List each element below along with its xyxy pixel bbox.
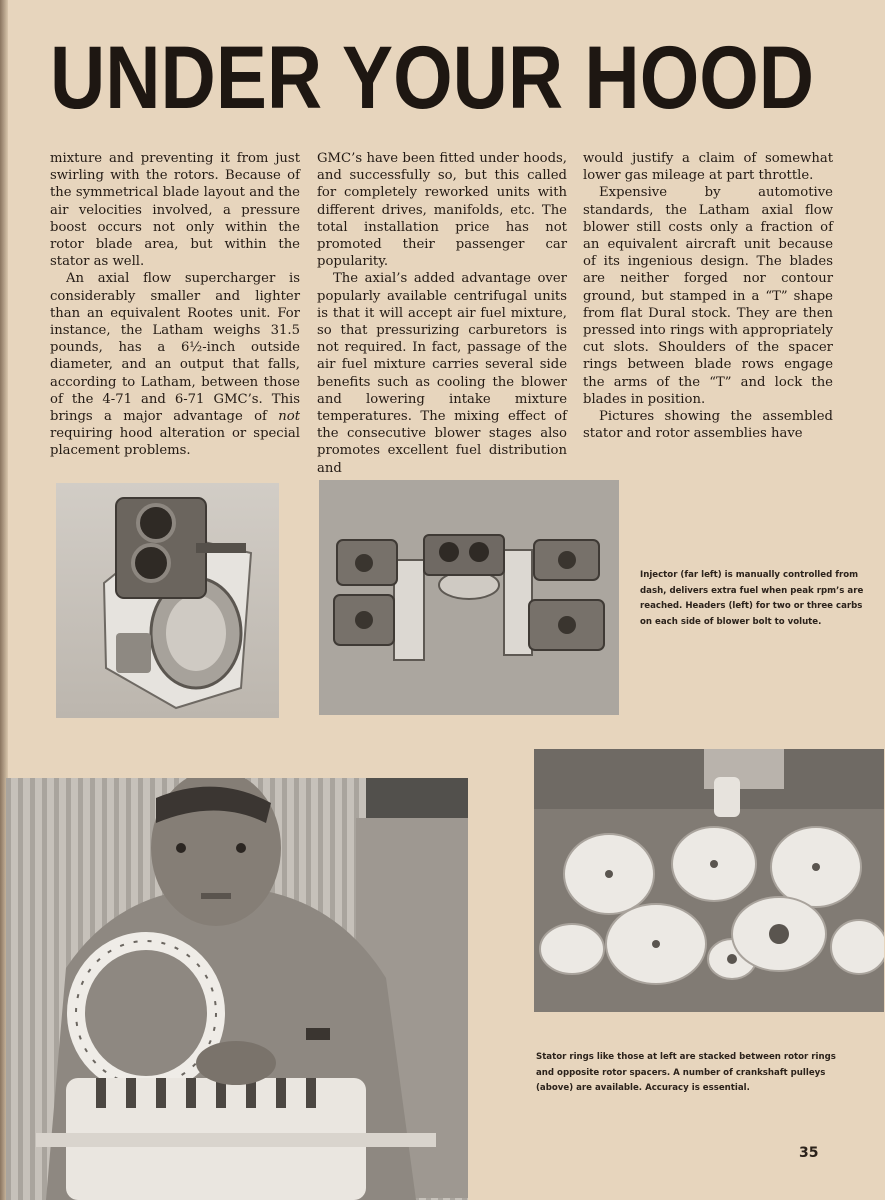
paragraph-text: requiring hood alteration or special placement problems. [50, 426, 300, 459]
paragraph: Pictures showing the assembled stator and rotor assemblies have [583, 409, 833, 442]
man-assembling-rotor-photo [6, 778, 468, 1200]
photo-caption-injector: Injector (far left) is manually controlled from dash, delivers extra fuel when peak rpm’s are reached. Headers (left) for two or three carbs on each side of blower bolt to volute. [640, 570, 864, 627]
paragraph [50, 270, 300, 459]
paragraph-text: An axial flow supercharger is considerably smaller and lighter than an equivalent Rootes unit. For instance, the Latham weighs 31.5 pounds, has a 6½-inch outside diameter, and an output that falls, according to Latham, between those of the 4-71 and 6-71 GMC’s. This brings a major advantage of [50, 271, 300, 425]
paragraph: The axial’s added advantage over popularly available centrifugal units is that it will accept air fuel mixture, so that pressurizing carburetors is not required. In fact, passage of the air fuel mixture carries several side benefits such as cooling the blower and lowering intake mixture temperatures. The mixing effect of the consecutive blower stages also promotes excellent fuel distribution and [317, 271, 567, 476]
injector-photo [56, 483, 279, 718]
paragraph: mixture and preventing it from just swirling with the rotors. Because of the symmetrical blade layout and the air velocities involved, a pressure boost occurs not only within the rotor blade area, but within the stator as well. [50, 151, 300, 270]
pulleys-photo [534, 749, 884, 1012]
paragraph: GMC’s have been fitted under hoods, and successfully so, but this called for completely reworked units with different drives, manifolds, etc. The total installation price has not promoted their passenger car popularity. [317, 151, 567, 270]
page-number: 35 [799, 1145, 819, 1161]
paragraph: would justify a claim of somewhat lower gas mileage at part throttle. [583, 151, 833, 184]
photo-caption-stator: Stator rings like those at left are stacked between rotor rings and opposite rotor spacers. A number of crankshaft pulleys (above) are available. Accuracy is essential. [536, 1052, 836, 1094]
paragraph: Expensive by automotive standards, the Latham axial flow blower still costs only a fraction of an equivalent aircraft unit because of its ingenious design. The blades are neither forged nor contour ground, but stamped in a “T” shape from flat Dural stock. They are then pressed into rings with appropriately cut slots. Shoulders of the spacer rings between blade rows engage the arms of the “T” and lock the blades in position. [583, 185, 833, 407]
text-column-3 [583, 150, 833, 442]
headers-photo [319, 480, 619, 715]
text-column-1 [50, 150, 300, 460]
article-headline: UNDER YOUR HOOD [50, 27, 815, 127]
text-column-2 [317, 150, 567, 477]
emphasis-text: not [278, 409, 300, 425]
